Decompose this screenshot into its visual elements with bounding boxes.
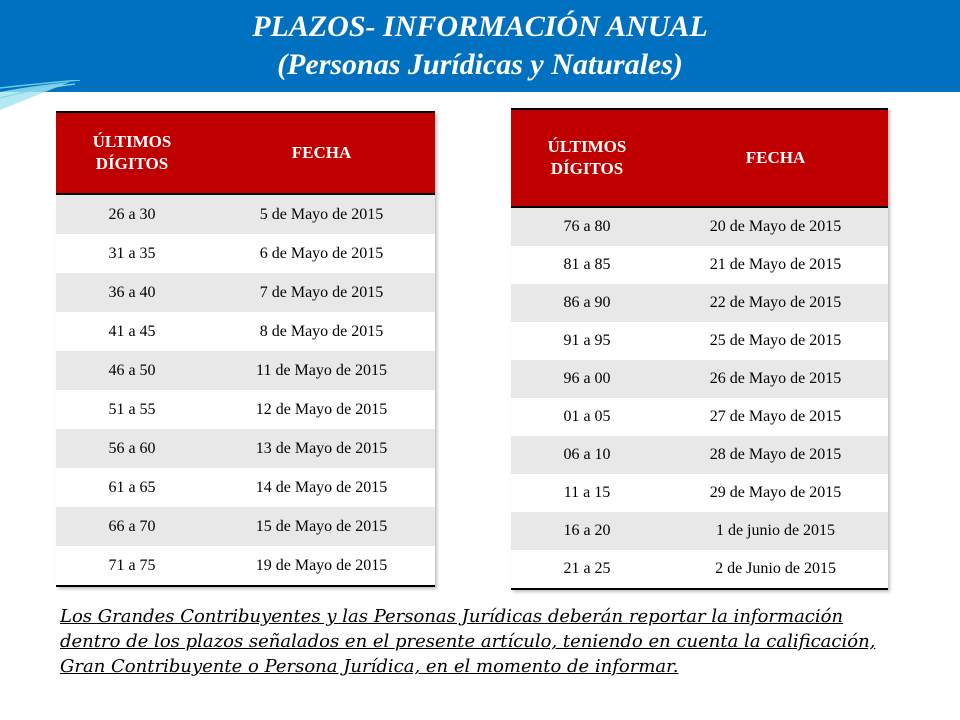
cell-last-digits: 86 a 90 bbox=[511, 284, 663, 322]
table-row bbox=[511, 550, 888, 589]
table-row bbox=[511, 474, 888, 512]
cell-last-digits: 56 a 60 bbox=[56, 429, 208, 468]
table-row bbox=[56, 312, 435, 351]
table-header-row bbox=[511, 109, 888, 207]
deadline-table-right bbox=[511, 108, 888, 590]
cell-date: 27 de Mayo de 2015 bbox=[663, 398, 888, 436]
table-row bbox=[56, 351, 435, 390]
cell-date: 2 de Junio de 2015 bbox=[663, 550, 888, 589]
table-row bbox=[511, 398, 888, 436]
table-row bbox=[56, 546, 435, 586]
table-row bbox=[56, 390, 435, 429]
cell-date: 7 de Mayo de 2015 bbox=[208, 273, 435, 312]
cell-date: 14 de Mayo de 2015 bbox=[208, 468, 435, 507]
cell-last-digits: 06 a 10 bbox=[511, 436, 663, 474]
header-last-digits: ÚLTIMOS DÍGITOS bbox=[511, 109, 663, 207]
cell-last-digits: 61 a 65 bbox=[56, 468, 208, 507]
cell-last-digits: 21 a 25 bbox=[511, 550, 663, 589]
page-title: PLAZOS- INFORMACIÓN ANUAL bbox=[252, 10, 708, 43]
table-row bbox=[511, 207, 888, 246]
header-date: FECHA bbox=[208, 112, 435, 194]
cell-last-digits: 46 a 50 bbox=[56, 351, 208, 390]
cell-date: 28 de Mayo de 2015 bbox=[663, 436, 888, 474]
title-banner bbox=[0, 0, 960, 92]
header-date: FECHA bbox=[663, 109, 888, 207]
cell-date: 6 de Mayo de 2015 bbox=[208, 234, 435, 273]
table-row bbox=[56, 273, 435, 312]
cell-date: 12 de Mayo de 2015 bbox=[208, 390, 435, 429]
table-row bbox=[56, 194, 435, 234]
cell-last-digits: 41 a 45 bbox=[56, 312, 208, 351]
cell-date: 15 de Mayo de 2015 bbox=[208, 507, 435, 546]
cell-last-digits: 81 a 85 bbox=[511, 246, 663, 284]
table-row bbox=[511, 284, 888, 322]
cell-date: 22 de Mayo de 2015 bbox=[663, 284, 888, 322]
cell-last-digits: 36 a 40 bbox=[56, 273, 208, 312]
table-row bbox=[56, 429, 435, 468]
cell-last-digits: 76 a 80 bbox=[511, 207, 663, 246]
table-row bbox=[56, 507, 435, 546]
cell-date: 26 de Mayo de 2015 bbox=[663, 360, 888, 398]
cell-date: 1 de junio de 2015 bbox=[663, 512, 888, 550]
cell-last-digits: 51 a 55 bbox=[56, 390, 208, 429]
cell-date: 13 de Mayo de 2015 bbox=[208, 429, 435, 468]
cell-last-digits: 96 a 00 bbox=[511, 360, 663, 398]
table-row bbox=[511, 360, 888, 398]
cell-date: 21 de Mayo de 2015 bbox=[663, 246, 888, 284]
table-row bbox=[511, 322, 888, 360]
cell-date: 5 de Mayo de 2015 bbox=[208, 194, 435, 234]
cell-last-digits: 71 a 75 bbox=[56, 546, 208, 586]
table-row bbox=[511, 436, 888, 474]
header-last-digits: ÚLTIMOS DÍGITOS bbox=[56, 112, 208, 194]
cell-last-digits: 91 a 95 bbox=[511, 322, 663, 360]
cell-last-digits: 01 a 05 bbox=[511, 398, 663, 436]
table-header-row bbox=[56, 112, 435, 194]
cell-date: 29 de Mayo de 2015 bbox=[663, 474, 888, 512]
cell-last-digits: 11 a 15 bbox=[511, 474, 663, 512]
cell-last-digits: 31 a 35 bbox=[56, 234, 208, 273]
page-subtitle: (Personas Jurídicas y Naturales) bbox=[277, 48, 683, 81]
table-row bbox=[56, 468, 435, 507]
cell-last-digits: 26 a 30 bbox=[56, 194, 208, 234]
table-row bbox=[56, 234, 435, 273]
cell-last-digits: 66 a 70 bbox=[56, 507, 208, 546]
deadline-table-left bbox=[56, 111, 435, 587]
footer-note: Los Grandes Contribuyentes y las Personas Jurídicas deberán reportar la información dentro de los plazos señalados en el presente artículo, teniendo en cuenta la calificación, Gran Contribuyente o Persona Jurídica, en el momento de informar. bbox=[60, 606, 876, 677]
cell-date: 25 de Mayo de 2015 bbox=[663, 322, 888, 360]
table-row bbox=[511, 246, 888, 284]
cell-date: 11 de Mayo de 2015 bbox=[208, 351, 435, 390]
cell-date: 8 de Mayo de 2015 bbox=[208, 312, 435, 351]
cell-date: 19 de Mayo de 2015 bbox=[208, 546, 435, 586]
cell-date: 20 de Mayo de 2015 bbox=[663, 207, 888, 246]
table-row bbox=[511, 512, 888, 550]
cell-last-digits: 16 a 20 bbox=[511, 512, 663, 550]
